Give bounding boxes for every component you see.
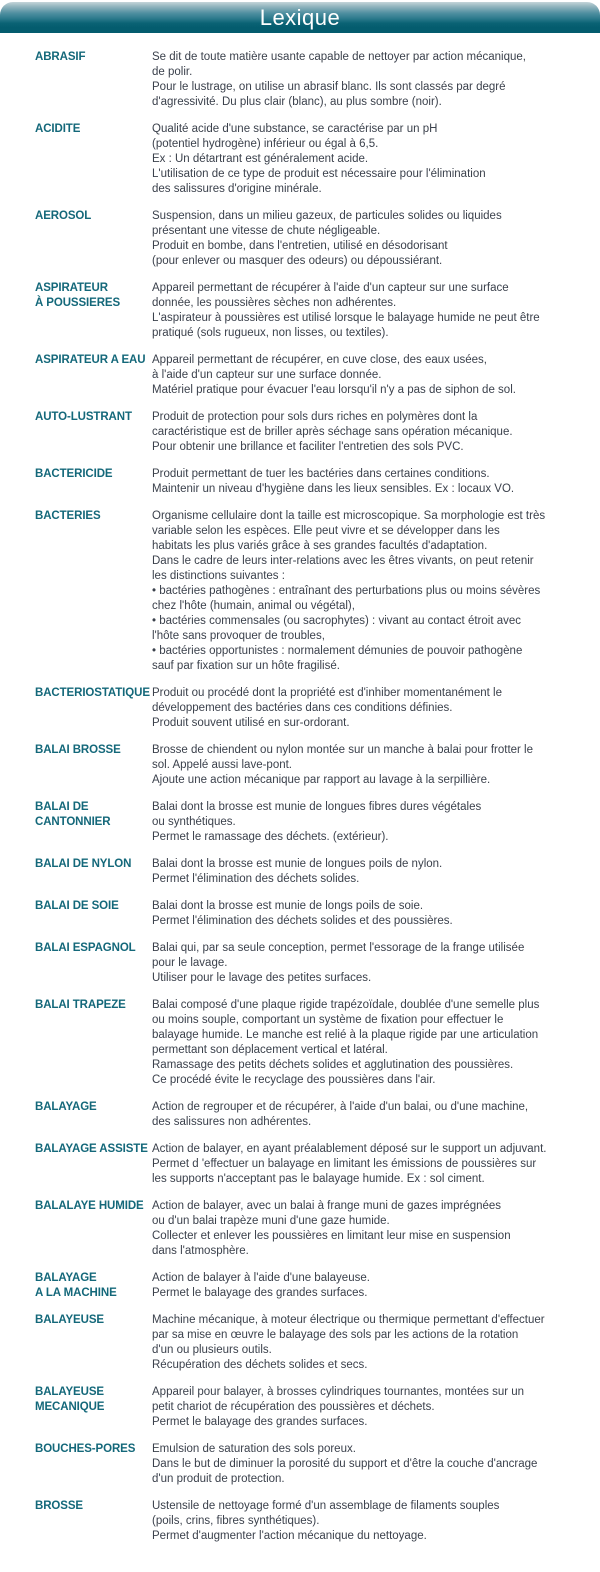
definition-line: d'un ou plusieurs outils.	[152, 1344, 272, 1356]
definition	[152, 1313, 580, 1373]
definition-line: Ce procédé évite le recyclage des poussières dans l'air.	[152, 1074, 436, 1086]
definition-line: petit chariot de récupération des poussières et déchets.	[152, 1401, 435, 1413]
lexicon-entry	[35, 353, 580, 398]
lexicon-entry	[35, 50, 580, 110]
term-line: BALAYEUSE	[35, 1386, 104, 1398]
definition-line: Produit permettant de tuer les bactéries dans certaines conditions.	[152, 468, 490, 480]
definition-line: (potentiel hydrogène) inférieur ou égal à 6,5.	[152, 138, 379, 150]
term-line: ACIDITE	[35, 123, 81, 135]
definition-line: l'hôte sans provoquer de troubles,	[152, 630, 325, 642]
definition-line: variable selon les espèces. Elle peut vivre et se développer dans les	[152, 525, 500, 537]
term	[35, 686, 152, 701]
term-line: BACTERIES	[35, 510, 101, 522]
definition-line: des salissures non adhérentes.	[152, 1116, 312, 1128]
term	[35, 1442, 152, 1457]
definition-line: Emulsion de saturation des sols poreux.	[152, 1443, 356, 1455]
definition-line: Pour obtenir une brillance et faciliter l'entretien des sols PVC.	[152, 441, 464, 453]
term	[35, 1385, 152, 1415]
definition-line: Permet le balayage des grandes surfaces.	[152, 1416, 368, 1428]
lexicon-entry	[35, 686, 580, 731]
term-line: BALAYAGE	[35, 1272, 97, 1284]
term-line: BALAI DE	[35, 801, 89, 813]
term-line: ASPIRATEUR A EAU	[35, 354, 146, 366]
lexicon-entry	[35, 941, 580, 986]
definition-line: Produit en bombe, dans l'entretien, utilisé en désodorisant	[152, 240, 448, 252]
term	[35, 1271, 152, 1301]
definition	[152, 1199, 580, 1259]
lexicon-entry	[35, 1199, 580, 1259]
term-line: MECANIQUE	[35, 1401, 105, 1413]
term-line: ASPIRATEUR	[35, 282, 108, 294]
term-line: À POUSSIERES	[35, 297, 121, 309]
lexicon-entry	[35, 1442, 580, 1487]
definition-line: d'agressivité. Du plus clair (blanc), au plus sombre (noir).	[152, 96, 442, 108]
term-line: BALAI BROSSE	[35, 744, 121, 756]
definition-line: ou d'un balai trapèze muni d'une gaze humide.	[152, 1215, 390, 1227]
term	[35, 353, 152, 368]
definition	[152, 467, 580, 497]
definition	[152, 899, 580, 929]
definition-line: Collecter et enlever les poussières en limitant leur mise en suspension	[152, 1230, 511, 1242]
lexicon-entry	[35, 1499, 580, 1544]
definition-line: Appareil pour balayer, à brosses cylindriques tournantes, montées sur un	[152, 1386, 525, 1398]
definition-line: Se dit de toute matière usante capable de nettoyer par action mécanique,	[152, 51, 526, 63]
lexicon-entry	[35, 467, 580, 497]
definition	[152, 509, 580, 674]
page-header	[0, 2, 600, 33]
page-title: Lexique	[259, 5, 341, 30]
lexicon-entry	[35, 800, 580, 845]
definition-line: • bactéries commensales (ou sacrophytes) : vivant au contact étroit avec	[152, 615, 521, 627]
lexicon-entry	[35, 122, 580, 197]
definition-line: sauf par fixation sur un hôte fragilisé.	[152, 660, 340, 672]
lexicon-entry	[35, 743, 580, 788]
lexicon-entry	[35, 1385, 580, 1430]
definition-line: ou moins souple, comportant un système de fixation pour effectuer le	[152, 1014, 504, 1026]
lexicon-entry	[35, 1313, 580, 1373]
definition-line: Action de balayer à l'aide d'une balayeuse.	[152, 1272, 370, 1284]
term-line: BACTERICIDE	[35, 468, 113, 480]
term	[35, 281, 152, 311]
definition-line: présentant une vitesse de chute négligeable.	[152, 225, 381, 237]
definition	[152, 1271, 580, 1301]
definition-line: Produit souvent utilisé en sur-ordorant.	[152, 717, 350, 729]
term	[35, 899, 152, 914]
definition-line: Brosse de chiendent ou nylon montée sur un manche à balai pour frotter le	[152, 744, 534, 756]
definition-line: (poils, crins, fibres synthétiques).	[152, 1515, 320, 1527]
lexicon-entry	[35, 1100, 580, 1130]
definition-line: Action de balayer, avec un balai à frange muni de gazes imprégnées	[152, 1200, 502, 1212]
term	[35, 941, 152, 956]
term-line: BALAI ESPAGNOL	[35, 942, 136, 954]
term	[35, 209, 152, 224]
definition	[152, 1385, 580, 1430]
definition-line: Permet le balayage des grandes surfaces.	[152, 1287, 368, 1299]
term	[35, 122, 152, 137]
definition-line: Dans le cadre de leurs inter-relations avec les êtres vivants, on peut retenir	[152, 555, 534, 567]
definition-line: Action de balayer, en ayant préalablement déposé sur le support un adjuvant.	[152, 1143, 547, 1155]
definition-line: Machine mécanique, à moteur électrique ou thermique permettant d'effectuer	[152, 1314, 545, 1326]
term	[35, 509, 152, 524]
definition-line: Appareil permettant de récupérer, en cuve close, des eaux usées,	[152, 354, 487, 366]
definition	[152, 1499, 580, 1544]
lexicon-entry	[35, 281, 580, 341]
definition-line: Balai composé d'une plaque rigide trapézoïdale, doublée d'une semelle plus	[152, 999, 540, 1011]
lexicon-entry	[35, 899, 580, 929]
definition-line: Organisme cellulaire dont la taille est microscopique. Sa morphologie est très	[152, 510, 546, 522]
definition-line: Utiliser pour le lavage des petites surfaces.	[152, 972, 372, 984]
term-line: BALAYAGE	[35, 1101, 97, 1113]
definition-line: des salissures d'origine minérale.	[152, 183, 322, 195]
lexicon-entry	[35, 209, 580, 269]
definition-line: Balai dont la brosse est munie de longues fibres dures végétales	[152, 801, 482, 813]
definition-line: de polir.	[152, 66, 193, 78]
term-line: BACTERIOSTATIQUE	[35, 687, 150, 699]
definition-line: donnée, les poussières sèches non adhérentes.	[152, 297, 397, 309]
definition-line: les distinctions suivantes :	[152, 570, 285, 582]
term	[35, 1100, 152, 1115]
lexicon-entry	[35, 1271, 580, 1301]
definition-line: ou synthétiques.	[152, 816, 236, 828]
definition-line: Balai dont la brosse est munie de longues poils de nylon.	[152, 858, 443, 870]
definition	[152, 800, 580, 845]
definition-line: Ramassage des petits déchets solides et agglutination des poussières.	[152, 1059, 514, 1071]
definition	[152, 686, 580, 731]
definition-line: par sa mise en œuvre le balayage des sols par les actions de la rotation	[152, 1329, 519, 1341]
definition-line: Matériel pratique pour évacuer l'eau lorsqu'il n'y a pas de siphon de sol.	[152, 384, 516, 396]
definition	[152, 1442, 580, 1487]
lexicon-list	[0, 33, 600, 1572]
definition-line: Appareil permettant de récupérer à l'aide d'un capteur sur une surface	[152, 282, 509, 294]
term	[35, 410, 152, 425]
term-line: BROSSE	[35, 1500, 83, 1512]
definition-line: • bactéries pathogènes : entraînant des perturbations plus ou moins sévères	[152, 585, 541, 597]
definition-line: Ex : Un détartrant est généralement acide.	[152, 153, 369, 165]
term-line: BALAI DE SOIE	[35, 900, 119, 912]
term-line: BALALAYE HUMIDE	[35, 1200, 144, 1212]
definition-line: Permet le ramassage des déchets. (extérieur).	[152, 831, 389, 843]
definition	[152, 998, 580, 1088]
definition-line: L'utilisation de ce type de produit est nécessaire pour l'élimination	[152, 168, 486, 180]
term	[35, 1142, 152, 1157]
definition-line: Pour le lustrage, on utilise un abrasif blanc. Ils sont classés par degré	[152, 81, 506, 93]
term-line: AUTO-LUSTRANT	[35, 411, 132, 423]
definition	[152, 209, 580, 269]
term-line: ABRASIF	[35, 51, 86, 63]
term	[35, 998, 152, 1013]
definition-line: Dans le but de diminuer la porosité du support et d'être la couche d'ancrage	[152, 1458, 538, 1470]
term	[35, 857, 152, 872]
definition-line: Action de regrouper et de récupérer, à l'aide d'un balai, ou d'une machine,	[152, 1101, 529, 1113]
definition	[152, 1100, 580, 1130]
definition-line: Qualité acide d'une substance, se caractérise par un pH	[152, 123, 438, 135]
definition-line: pratiqué (sols rugueux, non lisses, ou textiles).	[152, 327, 389, 339]
definition-line: permettant son déplacement vertical et latéral.	[152, 1044, 388, 1056]
definition	[152, 410, 580, 455]
term-line: CANTONNIER	[35, 816, 111, 828]
term	[35, 467, 152, 482]
term	[35, 1199, 152, 1214]
definition-line: à l'aide d'un capteur sur une surface donnée.	[152, 369, 382, 381]
definition	[152, 1142, 580, 1187]
definition	[152, 122, 580, 197]
definition-line: Maintenir un niveau d'hygiène dans les lieux sensibles. Ex : locaux VO.	[152, 483, 515, 495]
term	[35, 800, 152, 830]
term-line: BOUCHES-PORES	[35, 1443, 136, 1455]
definition	[152, 743, 580, 788]
lexicon-entry	[35, 1142, 580, 1187]
definition-line: Permet l'élimination des déchets solides et des poussières.	[152, 915, 453, 927]
definition-line: Permet d'augmenter l'action mécanique du nettoyage.	[152, 1530, 427, 1542]
definition	[152, 353, 580, 398]
definition-line: développement des bactéries dans ces conditions définies.	[152, 702, 453, 714]
term-line: BALAYEUSE	[35, 1314, 104, 1326]
definition-line: Permet d 'effectuer un balayage en limitant les émissions de poussières sur	[152, 1158, 537, 1170]
definition	[152, 857, 580, 887]
term	[35, 50, 152, 65]
definition-line: Balai dont la brosse est munie de longs poils de soie.	[152, 900, 424, 912]
definition-line: balayage humide. Le manche est relié à la plaque rigide par une articulation	[152, 1029, 539, 1041]
definition	[152, 281, 580, 341]
definition-line: L'aspirateur à poussières est utilisé lorsque le balayage humide ne peut être	[152, 312, 540, 324]
definition-line: d'un produit de protection.	[152, 1473, 285, 1485]
term	[35, 1499, 152, 1514]
definition-line: Produit ou procédé dont la propriété est d'inhiber momentanément le	[152, 687, 502, 699]
definition-line: Récupération des déchets solides et secs.	[152, 1359, 368, 1371]
definition-line: sol. Appelé aussi lave-pont.	[152, 759, 293, 771]
definition	[152, 50, 580, 110]
lexicon-entry	[35, 410, 580, 455]
definition-line: Ustensile de nettoyage formé d'un assemblage de filaments souples	[152, 1500, 500, 1512]
definition-line: Balai qui, par sa seule conception, permet l'essorage de la frange utilisée	[152, 942, 525, 954]
definition-line: les supports n'acceptant pas le balayage humide. Ex : sol ciment.	[152, 1173, 485, 1185]
lexicon-entry	[35, 998, 580, 1088]
term-line: AEROSOL	[35, 210, 92, 222]
lexicon-entry	[35, 509, 580, 674]
definition-line: pour le lavage.	[152, 957, 228, 969]
definition-line: Permet l'élimination des déchets solides.	[152, 873, 360, 885]
lexicon-entry	[35, 857, 580, 887]
term-line: BALAI DE NYLON	[35, 858, 132, 870]
definition-line: dans l'atmosphère.	[152, 1245, 249, 1257]
definition-line: habitats les plus variés grâce à ses grandes facultés d'adaptation.	[152, 540, 488, 552]
definition-line: chez l'hôte (humain, animal ou végétal),	[152, 600, 355, 612]
definition-line: Ajoute une action mécanique par rapport au lavage à la serpillière.	[152, 774, 491, 786]
definition-line: (pour enlever ou masquer des odeurs) ou dépoussiérant.	[152, 255, 443, 267]
definition-line: • bactéries opportunistes : normalement démunies de pouvoir pathogène	[152, 645, 523, 657]
term-line: BALAYAGE ASSISTE	[35, 1143, 148, 1155]
term	[35, 1313, 152, 1328]
term-line: BALAI TRAPEZE	[35, 999, 126, 1011]
definition	[152, 941, 580, 986]
definition-line: Produit de protection pour sols durs riches en polymères dont la	[152, 411, 478, 423]
term-line: A LA MACHINE	[35, 1287, 117, 1299]
definition-line: Suspension, dans un milieu gazeux, de particules solides ou liquides	[152, 210, 502, 222]
definition-line: caractéristique est de briller après séchage sans opération mécanique.	[152, 426, 513, 438]
term	[35, 743, 152, 758]
